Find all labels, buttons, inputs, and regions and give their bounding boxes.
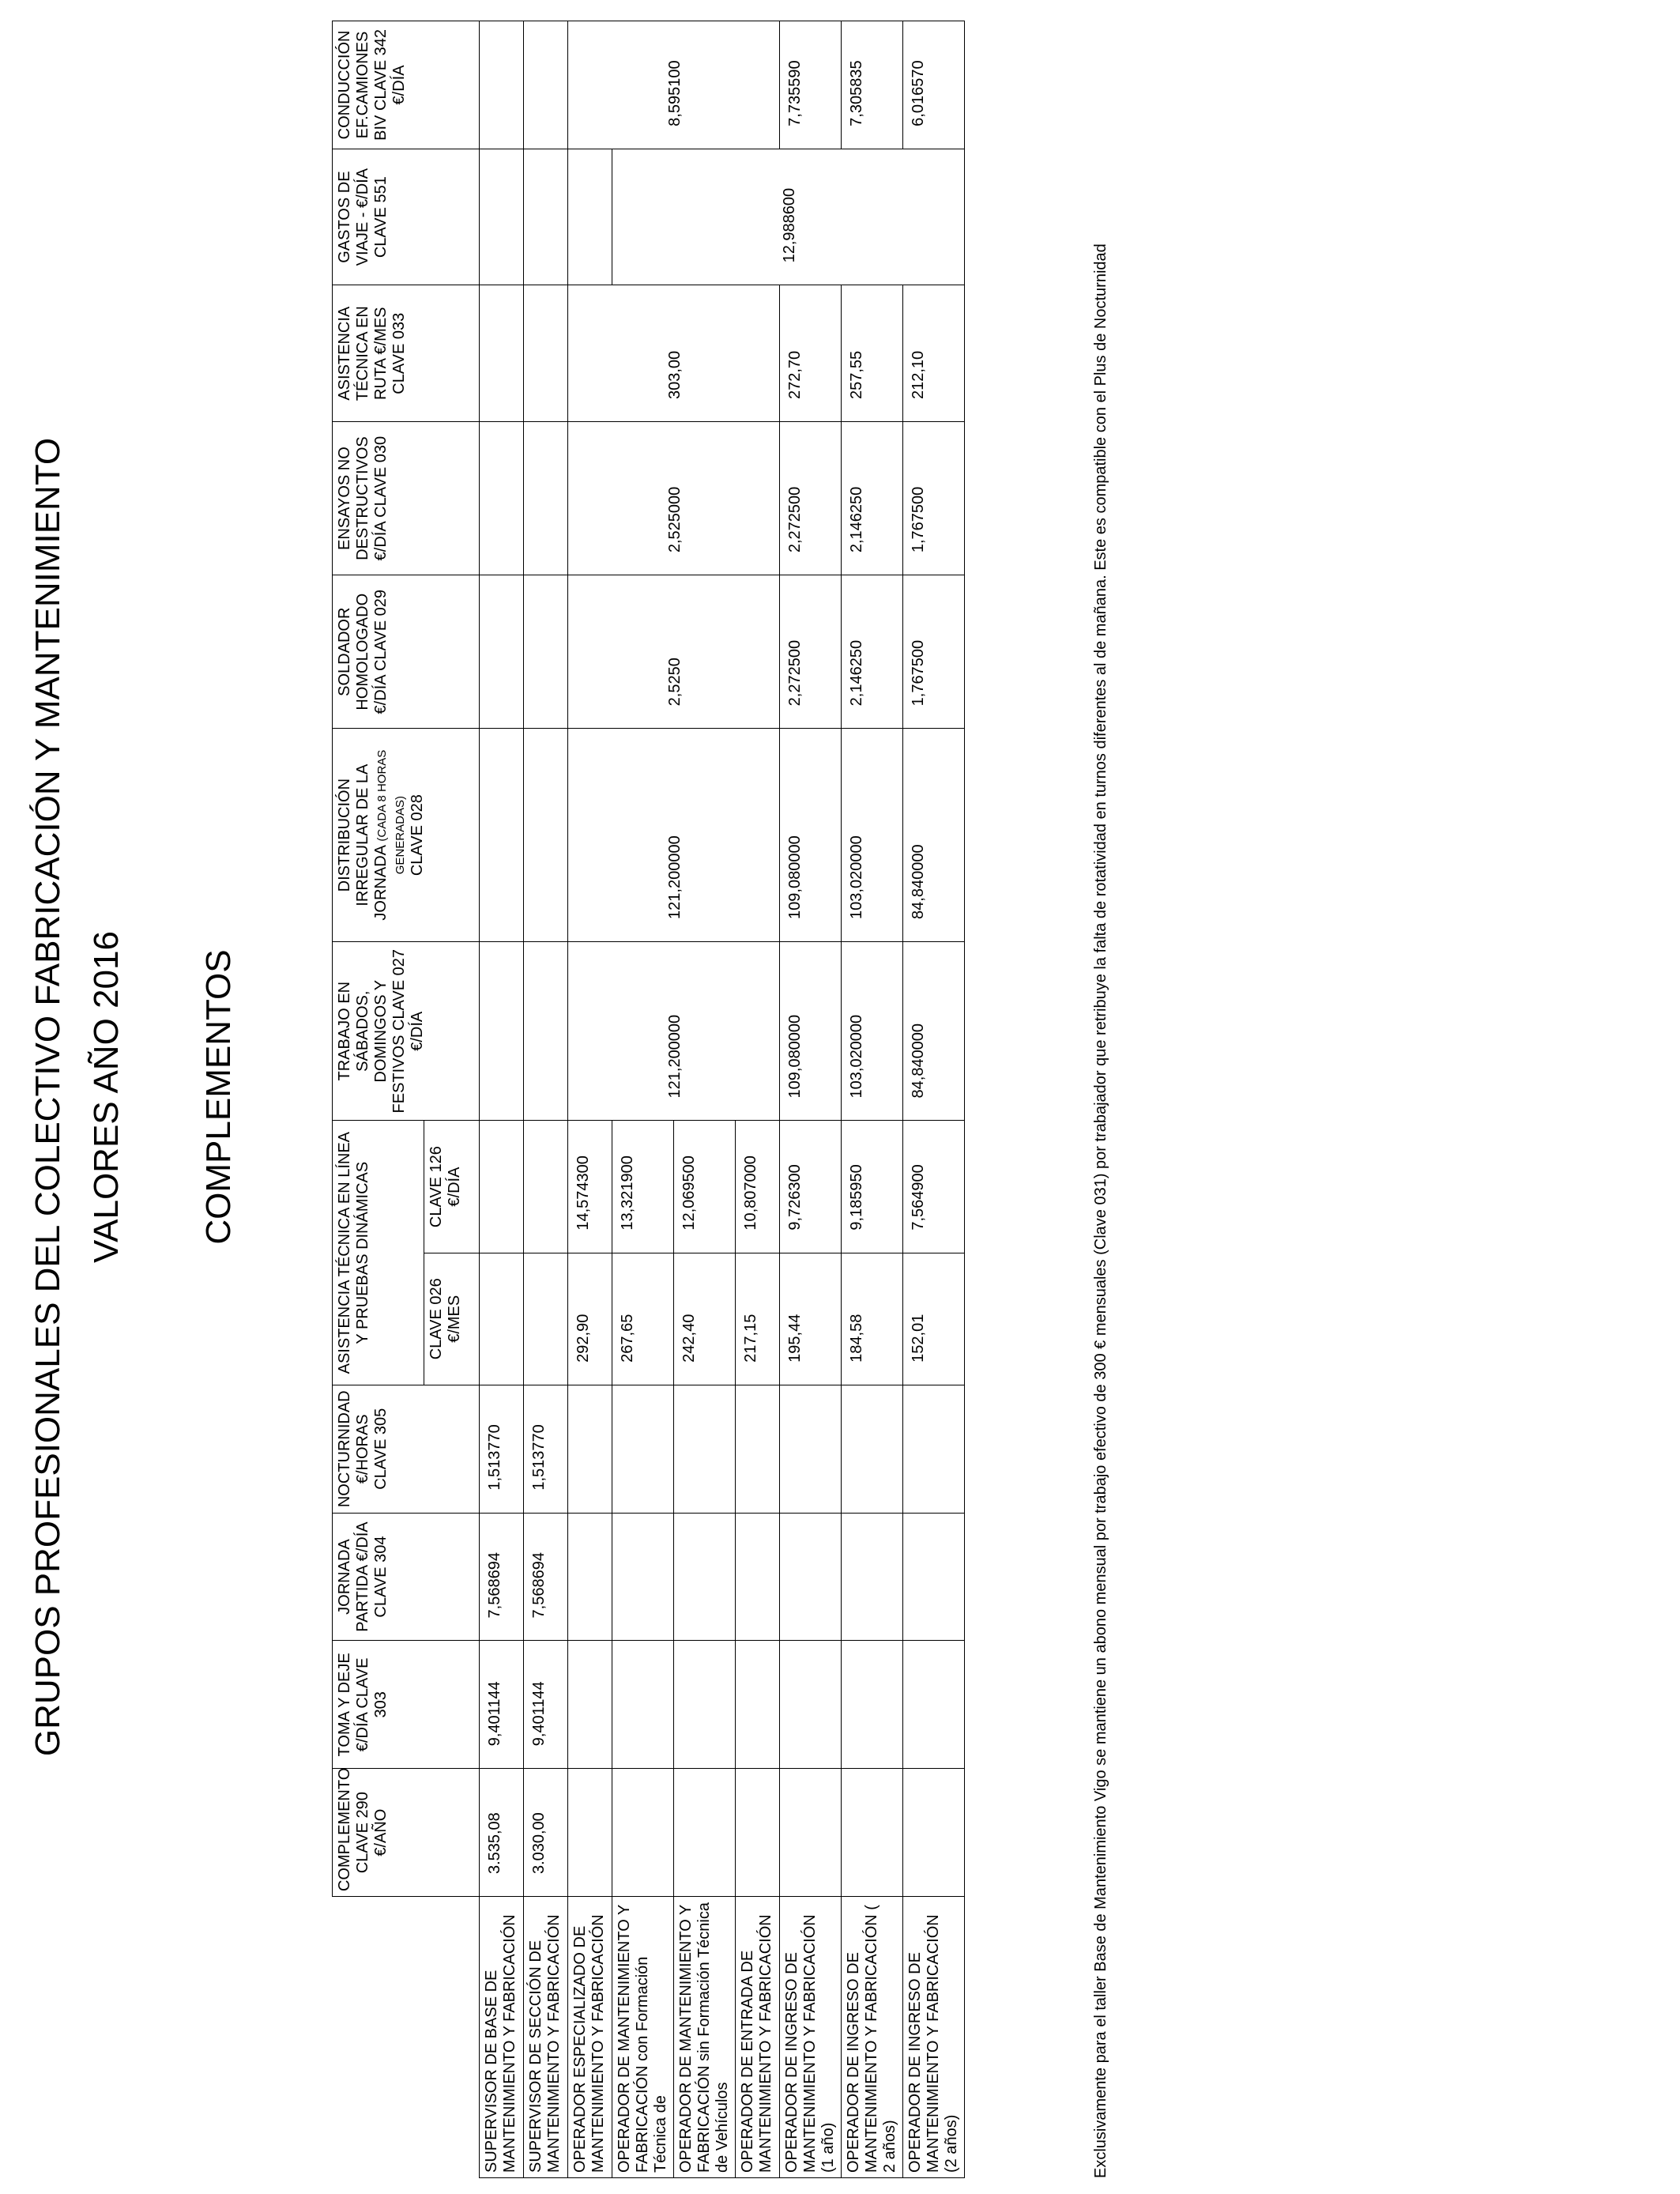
cell-c029-merged: 2,5250 — [568, 575, 780, 729]
cell-c342 — [480, 21, 524, 149]
table-row — [568, 21, 612, 2178]
cell-c033 — [480, 285, 524, 422]
cell-c027: 109,080000 — [780, 941, 842, 1121]
cell-c305 — [903, 1385, 965, 1513]
row-category: SUPERVISOR DE SECCIÓN DE MANTENIMIENTO Y FABRICACIÓN — [524, 1897, 568, 2178]
row-category: OPERADOR DE INGRESO DE MANTENIMIENTO Y FABRICACIÓN (1 año) — [780, 1897, 842, 2178]
cell-c304 — [674, 1513, 736, 1641]
cell-c304 — [612, 1513, 674, 1641]
cell-c305 — [780, 1385, 842, 1513]
cell-c342: 7,305835 — [842, 21, 903, 149]
cell-c305: 1,513770 — [480, 1385, 524, 1513]
cell-c033: 212,10 — [903, 285, 965, 422]
cell-c029: 1,767500 — [903, 575, 965, 729]
cell-c033: 257,55 — [842, 285, 903, 422]
header-c290: COMPLEMENTO CLAVE 290 €/AÑO — [333, 1769, 480, 1897]
cell-c026: 292,90 — [568, 1253, 612, 1385]
cell-c303 — [780, 1641, 842, 1769]
cell-c304 — [568, 1513, 612, 1641]
cell-c126: 9,726300 — [780, 1121, 842, 1253]
cell-c126: 13,321900 — [612, 1121, 674, 1253]
cell-c303: 9,401144 — [480, 1641, 524, 1769]
cell-c033: 272,70 — [780, 285, 842, 422]
cell-c551 — [524, 149, 568, 285]
row-category: OPERADOR ESPECIALIZADO DE MANTENIMIENTO Y FABRICACIÓN — [568, 1897, 612, 2178]
page-subtitle-year: VALORES AÑO 2016 — [87, 931, 126, 1263]
cell-c030-merged: 2,525000 — [568, 422, 780, 575]
cell-c303: 9,401144 — [524, 1641, 568, 1769]
cell-c304: 7,568694 — [480, 1513, 524, 1641]
cell-c027: 103,020000 — [842, 941, 903, 1121]
cell-c290 — [612, 1769, 674, 1897]
complementos-table — [332, 21, 965, 2178]
header-c028-small: (CADA 8 HORAS GENERADAS) — [375, 749, 407, 875]
header-c304: JORNADA PARTIDA €/DÍA CLAVE 304 — [333, 1513, 480, 1641]
cell-c304 — [842, 1513, 903, 1641]
cell-c342-merged: 8,595100 — [568, 21, 780, 149]
header-c028 — [333, 729, 480, 942]
cell-c126 — [480, 1121, 524, 1253]
cell-c304: 7,568694 — [524, 1513, 568, 1641]
table-row — [780, 21, 842, 2178]
header-c028-code: CLAVE 028 — [409, 794, 426, 876]
cell-c029 — [524, 575, 568, 729]
cell-c029: 2,146250 — [842, 575, 903, 729]
cell-c027: 84,840000 — [903, 941, 965, 1121]
row-category: OPERADOR DE ENTRADA DE MANTENIMIENTO Y FABRICACIÓN — [736, 1897, 780, 2178]
cell-c026 — [524, 1253, 568, 1385]
cell-c305 — [612, 1385, 674, 1513]
header-c027: TRABAJO EN SÁBADOS, DOMINGOS Y FESTIVOS CLAVE 027 €/DÍA — [333, 941, 480, 1121]
cell-c126: 14,574300 — [568, 1121, 612, 1253]
cell-c290 — [842, 1769, 903, 1897]
cell-c303 — [903, 1641, 965, 1769]
row-category: OPERADOR DE MANTENIMIENTO Y FABRICACIÓN con Formación Técnica de — [612, 1897, 674, 2178]
row-category: SUPERVISOR DE BASE DE MANTENIMIENTO Y FABRICACIÓN — [480, 1897, 524, 2178]
cell-c026: 242,40 — [674, 1253, 736, 1385]
cell-c305 — [674, 1385, 736, 1513]
table-row — [842, 21, 903, 2178]
cell-c030: 2,272500 — [780, 422, 842, 575]
cell-c304 — [736, 1513, 780, 1641]
cell-c027-merged: 121,200000 — [568, 941, 780, 1121]
cell-c026: 184,58 — [842, 1253, 903, 1385]
header-c342: CONDUCCIÓN EF.CAMIONES BIV CLAVE 342 €/DÍA — [333, 21, 480, 149]
header-c029: SOLDADOR HOMOLOGADO €/DÍA CLAVE 029 — [333, 575, 480, 729]
cell-c290: 3.030,00 — [524, 1769, 568, 1897]
cell-c342 — [524, 21, 568, 149]
footnote: Exclusivamente para el taller Base de Mantenimiento Vigo se mantiene un abono mensual por trabajo efectivo de 300 € mensuales (Clave 031) por trabajador que retribuye la falta de rotatividad en turnos diferentes al de mañana. Este es compatible con el Plus de Nocturnidad — [1092, 243, 1109, 2178]
cell-c551 — [480, 149, 524, 285]
cell-c030: 1,767500 — [903, 422, 965, 575]
cell-c303 — [736, 1641, 780, 1769]
row-category: OPERADOR DE INGRESO DE MANTENIMIENTO Y FABRICACIÓN (2 años) — [903, 1897, 965, 2178]
cell-c290 — [674, 1769, 736, 1897]
cell-c290 — [780, 1769, 842, 1897]
header-c551: GASTOS DE VIAJE - €/DÍA CLAVE 551 — [333, 149, 480, 285]
cell-c290: 3.535,08 — [480, 1769, 524, 1897]
cell-c305: 1,513770 — [524, 1385, 568, 1513]
row-category: OPERADOR DE MANTENIMIENTO Y FABRICACIÓN sin Formación Técnica de Vehículos — [674, 1897, 736, 2178]
page-title: GRUPOS PROFESIONALES DEL COLECTIVO FABRICACIÓN Y MANTENIMIENTO — [28, 437, 67, 1757]
cell-c027 — [524, 941, 568, 1121]
cell-c126: 10,807000 — [736, 1121, 780, 1253]
header-blank — [333, 1897, 480, 2178]
header-c026: CLAVE 026 €/MES — [424, 1253, 480, 1385]
header-c028-main: DISTRIBUCIÓN IRREGULAR DE LA JORNADA — [336, 763, 390, 921]
cell-c030: 2,146250 — [842, 422, 903, 575]
cell-c303 — [612, 1641, 674, 1769]
cell-c028 — [524, 729, 568, 942]
cell-c304 — [903, 1513, 965, 1641]
cell-c303 — [674, 1641, 736, 1769]
table-row — [480, 21, 524, 2178]
header-c030: ENSAYOS NO DESTRUCTIVOS €/DÍA CLAVE 030 — [333, 422, 480, 575]
cell-c028-merged: 121,200000 — [568, 729, 780, 942]
cell-c030 — [480, 422, 524, 575]
cell-c303 — [568, 1641, 612, 1769]
page-subtitle-section: COMPLEMENTOS — [199, 949, 238, 1245]
cell-c026: 152,01 — [903, 1253, 965, 1385]
cell-c028: 109,080000 — [780, 729, 842, 942]
header-c303: TOMA Y DEJE €/DÍA CLAVE 303 — [333, 1641, 480, 1769]
cell-c029 — [480, 575, 524, 729]
cell-c126: 12,069500 — [674, 1121, 736, 1253]
table-row — [524, 21, 568, 2178]
header-c033: ASISTENCIA TÉCNICA EN RUTA €/MES CLAVE 033 — [333, 285, 480, 422]
cell-c551 — [568, 149, 612, 285]
cell-c305 — [842, 1385, 903, 1513]
cell-c290 — [903, 1769, 965, 1897]
cell-c290 — [568, 1769, 612, 1897]
cell-c027 — [480, 941, 524, 1121]
cell-c303 — [842, 1641, 903, 1769]
cell-c305 — [736, 1385, 780, 1513]
row-category: OPERADOR DE INGRESO DE MANTENIMIENTO Y FABRICACIÓN ( 2 años) — [842, 1897, 903, 2178]
cell-c126: 9,185950 — [842, 1121, 903, 1253]
table-row — [903, 21, 965, 2178]
header-c126: CLAVE 126 €/DÍA — [424, 1121, 480, 1253]
cell-c026: 217,15 — [736, 1253, 780, 1385]
cell-c026: 195,44 — [780, 1253, 842, 1385]
cell-c026 — [480, 1253, 524, 1385]
cell-c126: 7,564900 — [903, 1121, 965, 1253]
header-c305: NOCTURNIDAD €/HORAS CLAVE 305 — [333, 1385, 480, 1513]
cell-c304 — [780, 1513, 842, 1641]
cell-c033-merged: 303,00 — [568, 285, 780, 422]
cell-c033 — [524, 285, 568, 422]
cell-c342: 6,016570 — [903, 21, 965, 149]
cell-c126 — [524, 1121, 568, 1253]
cell-c028: 103,020000 — [842, 729, 903, 942]
cell-c026: 267,65 — [612, 1253, 674, 1385]
cell-c029: 2,272500 — [780, 575, 842, 729]
cell-c290 — [736, 1769, 780, 1897]
cell-c028: 84,840000 — [903, 729, 965, 942]
cell-c305 — [568, 1385, 612, 1513]
cell-c028 — [480, 729, 524, 942]
cell-c342: 7,735590 — [780, 21, 842, 149]
cell-c551-merged: 12,988600 — [612, 149, 965, 285]
cell-c030 — [524, 422, 568, 575]
header-asistencia-linea: ASISTENCIA TÉCNICA EN LÍNEA Y PRUEBAS DINÁMICAS — [333, 1121, 424, 1385]
